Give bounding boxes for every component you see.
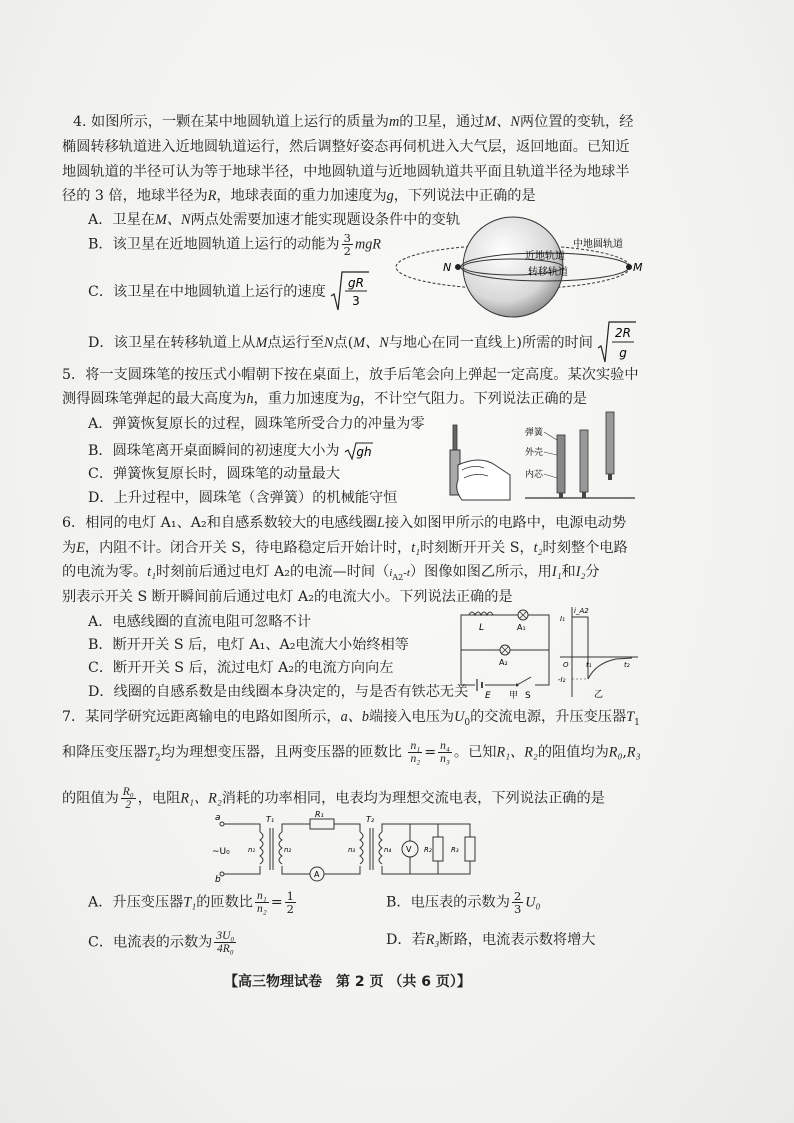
orbit-diagram	[393, 215, 643, 330]
svg-text:乙: 乙	[594, 690, 604, 700]
svg-text:i_A2: i_A2	[574, 607, 589, 615]
q7-option-c[interactable]: C．电流表的示数为 $\frac{\text{3U₀}}{\text{4R₀}}$	[88, 930, 235, 956]
page-footer: 【高三物理试卷 第 2 页 （共 6 页）】	[224, 974, 471, 990]
q4-stem-line4: 径的 3 倍，地球半径为R，地球表面的重力加速度为g，下列说法中正确的是	[62, 188, 536, 204]
q7-option-d[interactable]: D．若R₃断路，电流表示数将增大	[386, 932, 596, 948]
svg-text:-I₂: -I₂	[558, 676, 566, 684]
svg-text:T₂: T₂	[366, 815, 375, 824]
q6-stem-line3: 的电流为零。t₁时刻前后通过电灯 A₂的电流—时间$(i_{A2}-t)$图像如图乙所示，用I₁和I₂分	[62, 564, 600, 582]
q6-option-c[interactable]: C．断开开关 S 后，流过电灯 A₂的电流方向向左	[88, 660, 394, 676]
q5-option-d[interactable]: D．上升过程中，圆珠笔（含弹簧）的机械能守恒	[88, 490, 398, 506]
current-time-graph-yi	[556, 605, 641, 700]
svg-text:R₂: R₂	[424, 846, 432, 854]
pen-figure	[440, 410, 640, 510]
svg-text:gR: gR	[348, 276, 365, 290]
svg-text:gh: gh	[356, 445, 372, 459]
q6-stem-line1: 6．相同的电灯 A₁、A₂和自感系数较大的电感线圈L接入如图甲所示的电路中，电源电动势	[62, 515, 627, 531]
q5-option-c[interactable]: C．弹簧恢复原长时，圆珠笔的动量最大	[88, 466, 341, 482]
q4-stem-line3: 地圆轨道的半径可认为等于地球半径，中地圆轨道与近地圆轨道共平面且轨道半径为地球半	[62, 164, 630, 180]
svg-text:L: L	[479, 623, 485, 633]
q5-stem-line2: 测得圆珠笔弹起的最大高度为h，重力加速度为g，不计空气阻力。下列说法正确的是	[62, 391, 587, 407]
svg-text:A: A	[314, 870, 320, 879]
q5-stem-line1: 5．将一支圆珠笔的按压式小帽朝下按在桌面上，放手后笔会向上弹起一定高度。某次实验中	[62, 367, 639, 383]
svg-text:R₁: R₁	[315, 810, 324, 819]
svg-text:3: 3	[352, 294, 361, 308]
svg-text:~U₀: ~U₀	[212, 847, 230, 857]
q6-stem-line4: 别表示开关 S 断开瞬间前后通过电灯 A₂的电流大小。下列说法正确的是	[62, 589, 513, 605]
q6-stem-line2: 为E，内阻不计。闭合开关 S，待电路稳定后开始计时，t₁时刻断开开关 S，t₂时刻整个电路	[62, 540, 628, 556]
q4-stem-line2: 椭圆转移轨道进入近地圆轨道运行，然后调整好姿态再伺机进入大气层，返回地面。已知近	[62, 139, 630, 155]
q5-option-b[interactable]: B．圆珠笔离开桌面瞬间的初速度大小为 gh	[88, 441, 374, 461]
q4-option-c[interactable]: C．该卫星在中地圆轨道上运行的速度 gR 3	[88, 270, 370, 314]
svg-text:n₁: n₁	[248, 846, 256, 854]
transmission-circuit-diagram	[210, 810, 480, 885]
svg-text:I₁: I₁	[560, 615, 565, 623]
svg-text:近地轨道: 近地轨道	[525, 251, 565, 262]
q7-option-b[interactable]: B．电压表的示数为 $\frac{2}{3}$ U₀	[386, 889, 541, 917]
svg-text:2R: 2R	[615, 326, 632, 340]
svg-text:t₂: t₂	[624, 661, 630, 669]
q7-stem-line3: 的阻值为 $\frac{\text{R₀}}{2}$ ，电阻R₁、R₂消耗的功率相同，电表均为理想交流电表，下列说法正确的是	[62, 786, 605, 812]
circuit-diagram-jia	[455, 605, 555, 700]
q6-option-b[interactable]: B．断开开关 S 后，电灯 A₁、A₂电流大小始终相等	[88, 637, 409, 653]
svg-text:T₁: T₁	[266, 815, 275, 824]
svg-text:M: M	[633, 261, 643, 274]
q5-option-a[interactable]: A．弹簧恢复原长的过程，圆珠笔所受合力的冲量为零	[88, 416, 425, 432]
svg-text:n₄: n₄	[384, 846, 392, 854]
svg-text:外壳: 外壳	[525, 448, 544, 458]
q7-stem-line1: 7．某同学研究远距离输电的电路如图所示，a、b端接入电压为$U_0$的交流电源，升压变压器$T_1$	[62, 709, 640, 728]
svg-text:R₃: R₃	[451, 846, 459, 854]
q4-stem-line1: 4. 如图所示，一颗在某中地圆轨道上运行的质量为m的卫星，通过M、N两位置的变轨，经	[73, 114, 634, 130]
sqrt-radical-icon	[344, 441, 374, 461]
svg-text:t₁: t₁	[586, 661, 592, 669]
svg-text:内芯: 内芯	[525, 470, 544, 480]
svg-text:n₂: n₂	[284, 846, 292, 854]
q4-option-a[interactable]: A．卫星在M、N两点处需要加速才能实现题设条件中的变轨	[88, 212, 461, 228]
svg-text:a: a	[215, 813, 221, 823]
svg-text:中地圆轨道: 中地圆轨道	[573, 239, 623, 250]
q6-option-d[interactable]: D．线圈的自感系数是由线圈本身决定的，与是否有铁芯无关	[88, 684, 469, 700]
svg-text:n₃: n₃	[348, 846, 356, 854]
svg-text:弹簧: 弹簧	[525, 428, 544, 438]
q4-option-d[interactable]: D．该卫星在转移轨道上从M点运行至N点(M、N与地心在同一直线上)所需的时间 2R g	[88, 320, 637, 366]
svg-text:g: g	[619, 346, 628, 360]
q7-stem-line2: 和降压变压器$T_2$均为理想变压器，且两变压器的匝数比 $\frac{\text{n₁}}{\text{n₂}}$ = $\frac{\text{n₄}}{\text{n₃}}$ 。已知R₁、R₂的阻值均为R₀,R₃	[62, 740, 641, 766]
svg-text:A₁: A₁	[517, 623, 526, 632]
svg-text:b: b	[215, 875, 221, 885]
sqrt-radical-icon	[330, 270, 370, 314]
svg-text:E: E	[485, 691, 491, 700]
svg-text:S: S	[525, 691, 531, 700]
q6-option-a[interactable]: A．电感线圈的直流电阻可忽略不计	[88, 614, 312, 630]
svg-text:O: O	[563, 661, 569, 669]
svg-text:N: N	[443, 261, 452, 274]
svg-text:转移轨道: 转移轨道	[528, 267, 568, 278]
svg-text:甲: 甲	[509, 691, 519, 700]
q7-option-a[interactable]: A．升压变压器T₁的匝数比 $\frac{\text{n₁}}{\text{n₂}}$ = $\frac{1}{2}$	[88, 889, 294, 917]
svg-text:V: V	[406, 845, 412, 854]
svg-text:A₂: A₂	[499, 658, 508, 667]
q4-option-b[interactable]: B．该卫星在近地圆轨道上运行的动能为 $\frac{3}{2}$ mgR	[88, 231, 381, 259]
